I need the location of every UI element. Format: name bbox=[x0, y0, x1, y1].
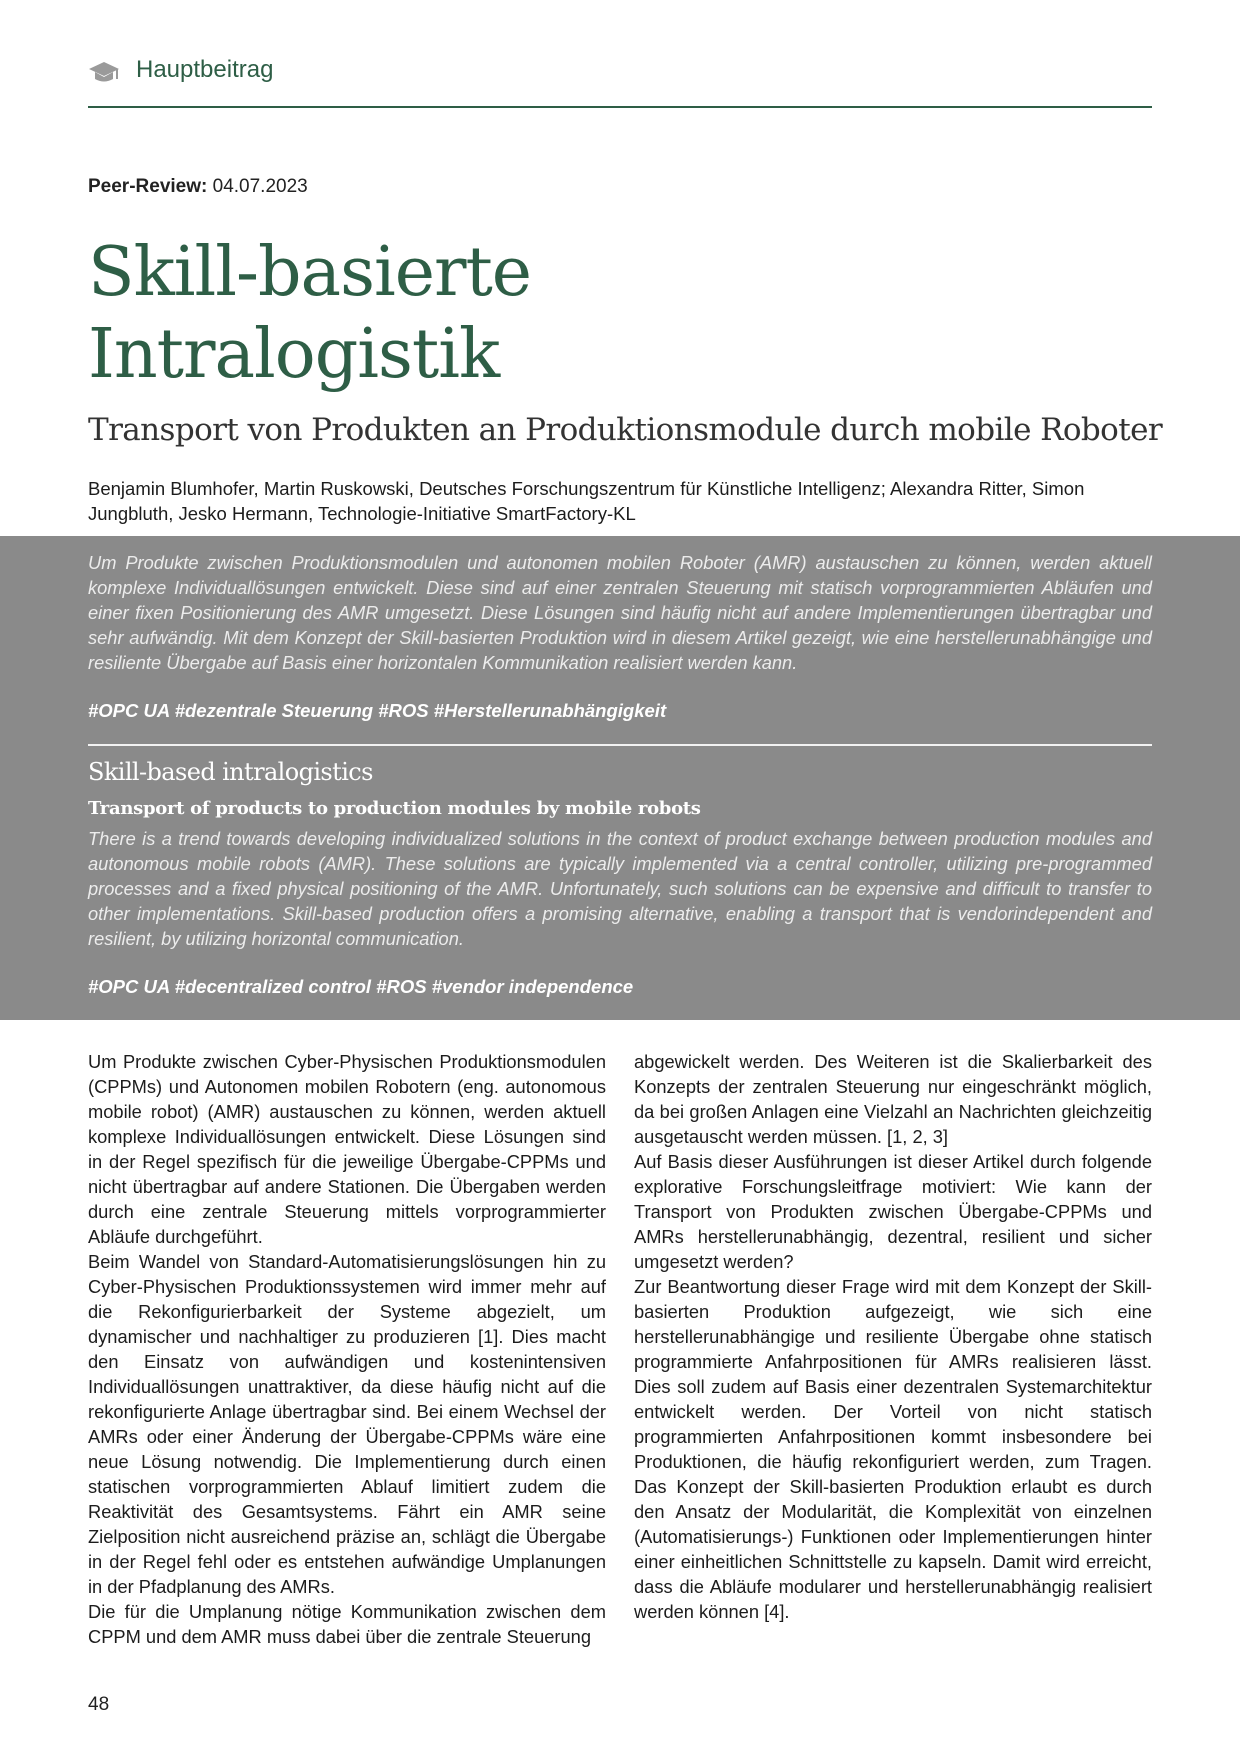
abstract-german: Um Produkte zwischen Produktionsmodulen und autonomen mobilen Roboter (AMR) austauschen zu können, werden aktuell komplexe Individuallösungen entwickelt. Diese sind auf einer zentralen Steuerung mit statisch vorprogrammierten Abläufen und einer fixen Positionierung des AMR umgesetzt. Diese Lösungen sind häufig nicht auf andere Implementierungen übertragbar und sehr aufwändig. Mit dem Konzept der Skill-basierten Produktion wird in diesem Artikel gezeigt, wie eine herstellerunabhängige und resiliente Übergabe auf Basis einer horizontalen Kommunikation realisiert werden kann. bbox=[88, 552, 1152, 673]
peer-review-line bbox=[88, 176, 308, 198]
keywords-german: #OPC UA #dezentrale Steuerung #ROS #Herstellerunabhängigkeit bbox=[88, 700, 667, 721]
author-list: Benjamin Blumhofer, Martin Ruskowski, Deutsches Forschungszentrum für Künstliche Intelligenz; Alexandra Ritter, Simon Jungbluth, Jesko Hermann, Technologie-Initiative SmartFactory-KL bbox=[88, 478, 1085, 524]
body-column-left bbox=[88, 1049, 606, 1649]
peer-review-label: Peer-Review: bbox=[88, 176, 208, 197]
page-header bbox=[88, 52, 1152, 108]
body-paragraph: Die für die Umplanung nötige Kommunikation zwischen dem CPPM und dem AMR muss dabei über die zentrale Steuerung bbox=[88, 1601, 606, 1647]
article-subtitle: Transport von Produkten an Produktionsmodule durch mobile Roboter bbox=[88, 412, 1163, 448]
abstract-divider bbox=[88, 744, 1152, 746]
abstract-english: There is a trend towards developing individualized solutions in the context of product exchange between production modules and autonomous mobile robots (AMR). These solutions are typically implemented via a central controller, utilizing pre-programmed processes and a fixed physical positioning of the AMR. Unfortunately, such solutions can be expensive and difficult to transfer to other implementations. Skill-based production offers a promising alternative, enabling a transport that is vendorindependent and resilient, by utilizing horizontal communication. bbox=[88, 828, 1152, 949]
section-label: Hauptbeitrag bbox=[136, 56, 274, 83]
peer-review-date: 04.07.2023 bbox=[212, 176, 308, 197]
page-number: 48 bbox=[88, 1694, 110, 1715]
graduation-cap-icon bbox=[88, 60, 120, 84]
english-subtitle: Transport of products to production modules by mobile robots bbox=[88, 798, 701, 819]
body-paragraph: Um Produkte zwischen Cyber-Physischen Produktionsmodulen (CPPMs) und Autonomen mobilen Robotern (eng. autonomous mobile robot) (AMR) austauschen zu können, werden aktuell komplexe Individuallösungen entwickelt. Diese Lösungen sind in der Regel spezifisch für die jeweilige Übergabe-CPPMs und nicht übertragbar auf andere Stationen. Die Übergaben werden durch eine zentrale Steuerung mittels vorprogrammierter Abläufe durchgeführt. bbox=[88, 1051, 606, 1247]
body-paragraph: Zur Beantwortung dieser Frage wird mit dem Konzept der Skill-basierten Produktion aufgezeigt, wie sich eine herstellerunabhängige und resiliente Übergabe ohne statisch programmierte Anfahrpositionen für AMRs realisieren lässt. Dies soll zudem auf Basis einer dezentralen Systemarchitektur entwickelt werden. Der Vorteil von nicht statisch programmierten Anfahrpositionen kommt insbesondere bei Produktionen, die häufig rekonfiguriert werden, zum Tragen. Das Konzept der Skill-basierten Produktion erlaubt es durch den Ansatz der Modularität, die Komplexität von einzelnen (Automatisierungs-) Funktionen oder Implementierungen hinter einer einheitlichen Schnittstelle zu kapseln. Damit wird erreicht, dass die Abläufe modularer und herstellerunabhängig realisiert werden können [4]. bbox=[634, 1276, 1152, 1622]
body-column-right bbox=[634, 1049, 1152, 1624]
abstract-box bbox=[0, 536, 1240, 1020]
article-title bbox=[88, 232, 1088, 396]
title-line-2: Intralogistik bbox=[88, 315, 500, 394]
keywords-english: #OPC UA #decentralized control #ROS #vendor independence bbox=[88, 976, 634, 997]
body-paragraph: Beim Wandel von Standard-Automatisierungslösungen hin zu Cyber-Physischen Produktionssystemen wird immer mehr auf die Rekonfigurierbarkeit der Systeme abgezielt, um dynamischer und nachhaltiger zu produzieren [1]. Dies macht den Einsatz von aufwändigen und kostenintensiven Individuallösungen unattraktiver, da diese häufig nicht auf die rekonfigurierte Anlage übertragbar sind. Bei einem Wechsel der AMRs oder einer Änderung der Übergabe-CPPMs wäre eine neue Lösung notwendig. Die Implementierung durch einen statischen vorprogrammierten Ablauf limitiert zudem die Reaktivität des Gesamtsystems. Fährt ein AMR seine Zielposition nicht ausreichend präzise an, schlägt die Übergabe in der Regel fehl oder es entstehen aufwändige Umplanungen in der Pfadplanung des AMRs. bbox=[88, 1251, 606, 1597]
body-paragraph: Auf Basis dieser Ausführungen ist dieser Artikel durch folgende explorative Forschungsleitfrage motiviert: Wie kann der Transport von Produkten zwischen Übergabe-CPPMs und AMRs herstellerunabhängig, dezentral, resilient und sicher umgesetzt werden? bbox=[634, 1151, 1152, 1272]
body-paragraph: abgewickelt werden. Des Weiteren ist die Skalierbarkeit des Konzepts der zentralen Steuerung nur eingeschränkt möglich, da bei großen Anlagen eine Vielzahl an Nachrichten gleichzeitig ausgetauscht werden müssen. [1, 2, 3] bbox=[634, 1051, 1152, 1147]
title-line-1: Skill-basierte bbox=[88, 233, 532, 312]
english-title: Skill-based intralogistics bbox=[88, 758, 373, 786]
